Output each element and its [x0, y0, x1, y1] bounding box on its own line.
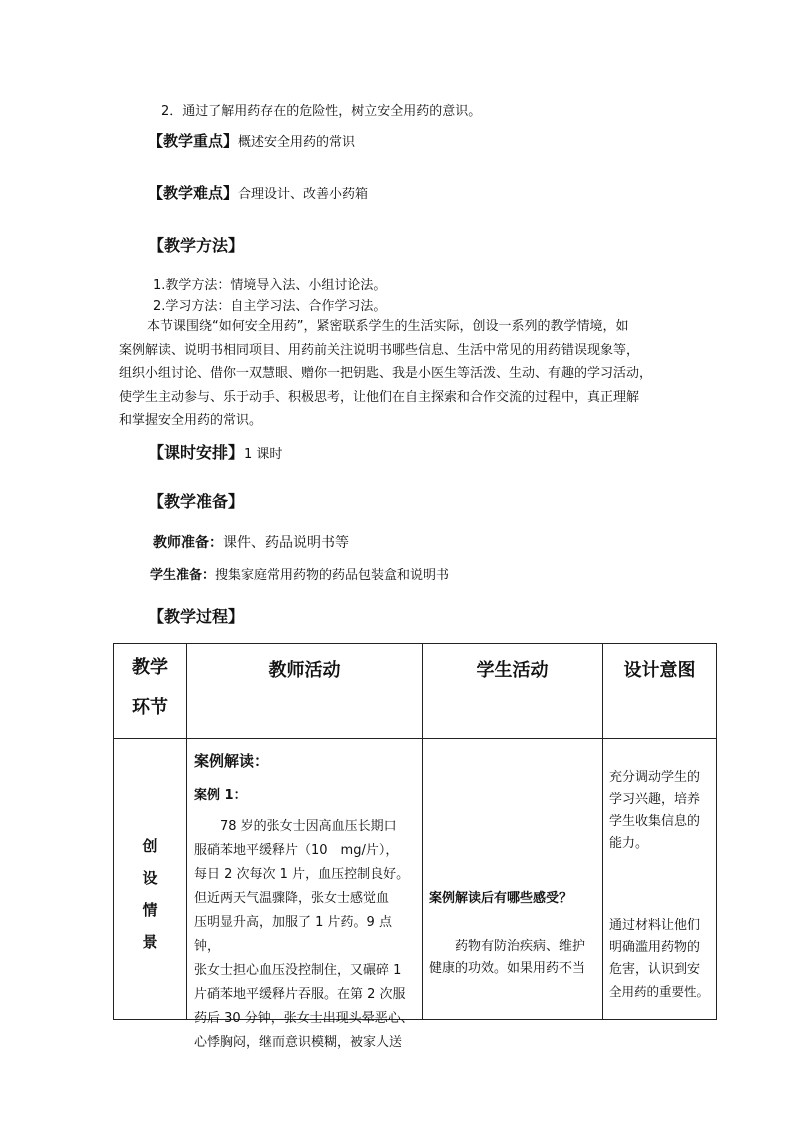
teacher-activity-cell — [187, 739, 423, 1050]
table-header-row — [114, 644, 717, 739]
key-point-section — [148, 130, 355, 151]
teacher-preparation-text: 课件、药品说明书等 — [223, 535, 349, 551]
difficult-point-section — [148, 182, 368, 203]
header-student — [423, 644, 603, 739]
schedule-section — [148, 440, 282, 463]
methods-label: 【教学方法】 — [148, 236, 245, 255]
stage-char: 创 — [142, 837, 158, 855]
header-stage — [114, 644, 187, 739]
case-line: 但近两天气温骤降，张女士感觉血 — [194, 891, 390, 906]
paragraph-line: 本节课围绕“如何安全用药”，紧密联系学生的生活实际，创设一系列的教学情境，如 — [147, 319, 629, 334]
case-line: 服硝苯地平缓释片（10 mg/片）， — [194, 843, 399, 858]
intent-cell — [603, 739, 717, 1020]
lesson-process-table — [113, 643, 717, 1050]
header-intent-label: 设计意图 — [623, 660, 696, 681]
case-line: 78 岁的张女士因高血压长期口 — [220, 819, 397, 834]
stage-char: 情 — [142, 901, 158, 919]
header-intent — [603, 644, 717, 739]
intent-line: 充分调动学生的 — [609, 770, 701, 785]
case-line: 片硝苯地平缓释片吞服。在第 2 次服 — [194, 987, 406, 1002]
key-point-label: 【教学重点】 — [148, 132, 239, 150]
student-preparation — [150, 564, 449, 583]
method-item-1: 1.教学方法：情境导入法、小组讨论法。 — [153, 278, 387, 293]
paragraph-line: 组织小组讨论、借你一双慧眼、赠你一把钥匙、我是小医生等活泼、生动、有趣的学习活动， — [119, 366, 653, 381]
intent-line: 通过材料让他们 — [609, 918, 701, 933]
methods-paragraph — [119, 315, 679, 433]
difficult-point-label: 【教学难点】 — [148, 184, 239, 202]
intent-line: 学习兴趣，培养 — [609, 792, 701, 807]
header-teacher-label: 教师活动 — [268, 660, 341, 681]
student-preparation-label: 学生准备： — [150, 568, 216, 583]
method-item-2: 2.学习方法：自主学习法、合作学习法。 — [153, 299, 387, 314]
intent-line: 全用药的重要性。 — [609, 984, 710, 999]
header-stage-line2: 环节 — [132, 697, 168, 718]
case-line: 每日 2 次每次 1 片，血压控制良好。 — [194, 867, 410, 882]
intent-line: 能力。 — [609, 836, 649, 851]
teacher-preparation-label: 教师准备： — [153, 535, 223, 551]
student-line: 健康的功效。如果用药不当 — [429, 961, 586, 976]
intent-line: 明确滥用药物的 — [609, 940, 701, 955]
student-answer — [429, 936, 598, 980]
difficult-point-text: 合理设计、改善小药箱 — [238, 187, 369, 202]
key-point-text: 概述安全用药的常识 — [238, 135, 356, 150]
case-line: 药后 30 分钟，张女士出现头晕恶心、 — [194, 1011, 414, 1026]
intent-line: 学生收集信息的 — [609, 814, 701, 829]
preparation-label: 【教学准备】 — [148, 492, 245, 511]
student-preparation-text: 搜集家庭常用药物的药品包装盒和说明书 — [215, 568, 450, 583]
case-line: 压明显升高，加服了 1 片药。9 点钟， — [194, 915, 392, 954]
case-1-text — [194, 815, 416, 1055]
student-activity-cell — [423, 739, 603, 1020]
case-line: 心悸胸闷，继而意识模糊，被家人送 — [194, 1035, 403, 1050]
teacher-preparation — [153, 532, 349, 552]
stage-char: 设 — [142, 869, 158, 887]
case-reading-title: 案例解读： — [194, 752, 270, 770]
student-line: 药物有防治疾病、维护 — [455, 939, 586, 954]
stage-char: 景 — [142, 933, 158, 951]
intent-line: 危害，认识到安 — [609, 962, 701, 977]
student-question: 案例解读后有哪些感受？ — [429, 891, 573, 906]
paragraph-line: 案例解读、说明书相同项目、用药前关注说明书哪些信息、生活中常见的用药错误现象等， — [119, 342, 640, 358]
header-student-label: 学生活动 — [476, 660, 549, 681]
case-line: 张女士担心血压没控制住，又碾碎 1 — [194, 963, 402, 978]
paragraph-line: 使学生主动参与、乐于动手、积极思考，让他们在自主探索和合作交流的过程中，真正理解 — [119, 389, 640, 405]
schedule-text: 1 课时 — [244, 447, 283, 462]
table-row — [114, 739, 717, 1020]
process-label: 【教学过程】 — [148, 607, 245, 626]
stage-cell — [114, 739, 187, 1020]
objective-2: 2．通过了解用药存在的危险性，树立安全用药的意识。 — [161, 104, 482, 119]
header-teacher — [187, 644, 423, 739]
paragraph-line: 和掌握安全用药的常识。 — [119, 413, 263, 428]
case-1-label: 案例 1： — [194, 788, 247, 803]
schedule-label: 【课时安排】 — [148, 443, 245, 462]
header-stage-line1: 教学 — [132, 657, 168, 678]
